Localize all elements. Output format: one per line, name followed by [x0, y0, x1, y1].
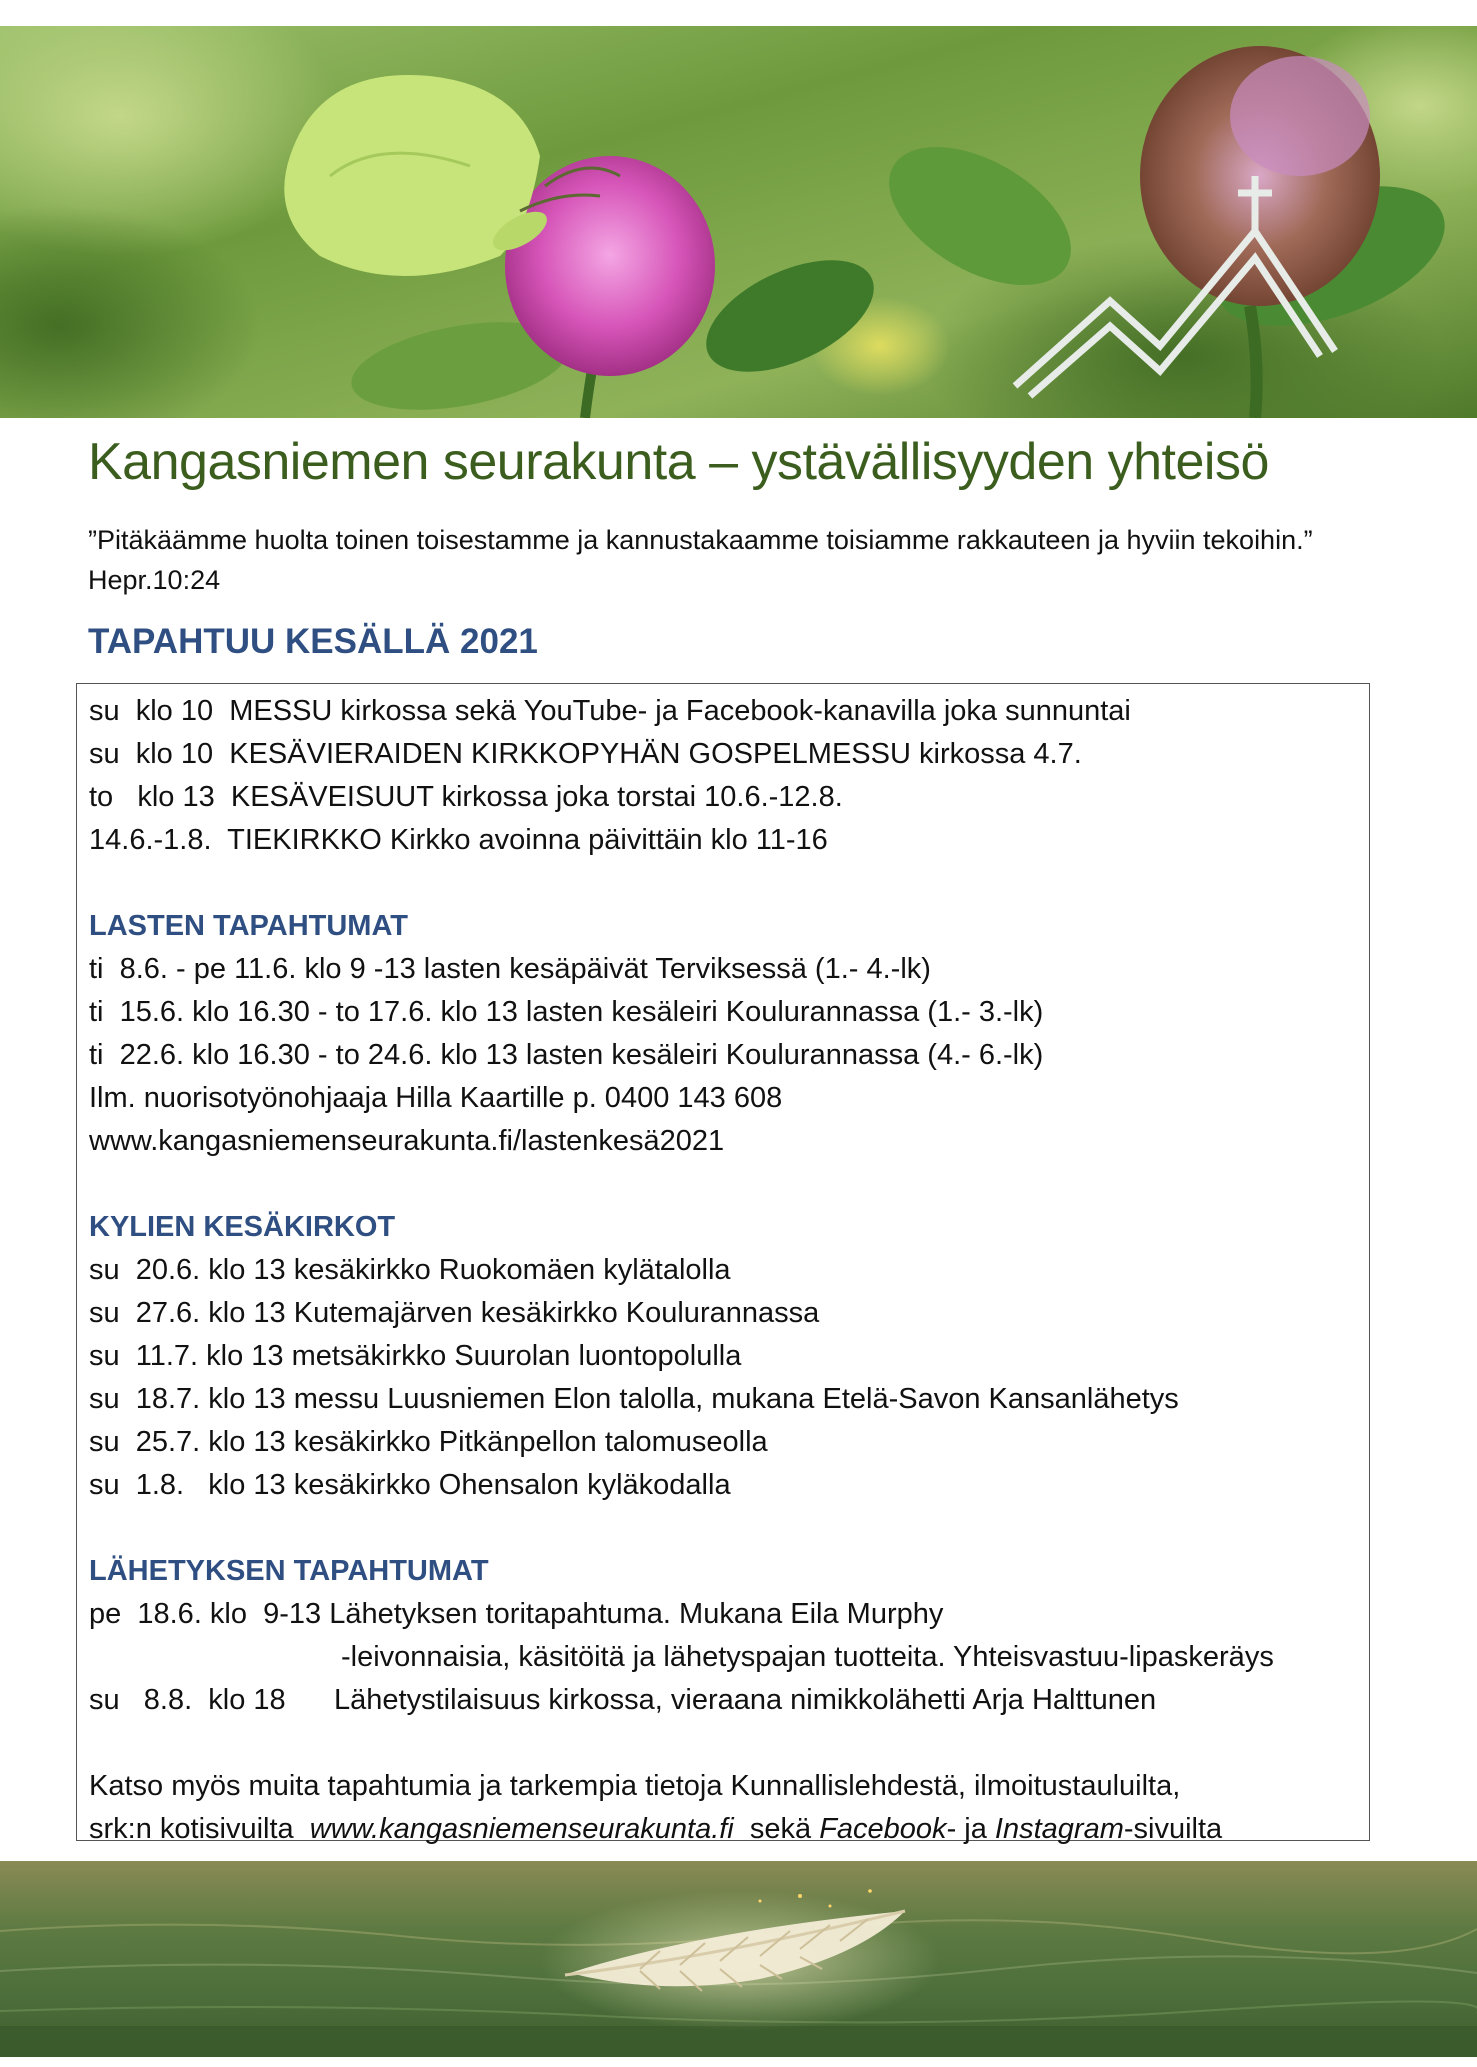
- footer-links-line: [89, 1808, 1357, 1851]
- village-event: su 20.6. klo 13 kesäkirkko Ruokomäen kylätalolla: [89, 1254, 731, 1286]
- children-event: ti 22.6. klo 16.30 - to 24.6. klo 13 lasten kesäleiri Koulurannassa (4.- 6.-lk): [89, 1039, 1044, 1071]
- mission-heading: LÄHETYKSEN TAPAHTUMAT: [89, 1555, 489, 1587]
- general-event: su klo 10 MESSU kirkossa sekä YouTube- ja Facebook-kanavilla joka sunnuntai: [89, 695, 1131, 727]
- mission-event: pe 18.6. klo 9-13 Lähetyksen toritapahtuma. Mukana Eila Murphy: [89, 1598, 944, 1630]
- quote-reference: Hepr.10:24: [88, 565, 221, 595]
- children-link[interactable]: www.kangasniemenseurakunta.fi/lastenkesä2021: [89, 1125, 725, 1157]
- facebook-link[interactable]: Facebook: [819, 1813, 947, 1845]
- page-title: Kangasniemen seurakunta – ystävällisyyden yhteisö: [88, 433, 1269, 491]
- general-event: to klo 13 KESÄVEISUUT kirkossa joka torstai 10.6.-12.8.: [89, 781, 843, 813]
- general-event: su klo 10 KESÄVIERAIDEN KIRKKOPYHÄN GOSPELMESSU kirkossa 4.7.: [89, 738, 1082, 770]
- village-event: su 25.7. klo 13 kesäkirkko Pitkänpellon talomuseolla: [89, 1426, 768, 1458]
- village-event: su 11.7. klo 13 metsäkirkko Suurolan luontopolulla: [89, 1340, 742, 1372]
- village-event: su 27.6. klo 13 Kutemajärven kesäkirkko Koulurannassa: [89, 1297, 820, 1329]
- village-event: su 1.8. klo 13 kesäkirkko Ohensalon kyläkodalla: [89, 1469, 731, 1501]
- footer-banner: [0, 1861, 1477, 2057]
- village-heading: KYLIEN KESÄKIRKOT: [89, 1211, 396, 1243]
- footer-mid2-text: - ja: [946, 1813, 995, 1845]
- hero-photo: [0, 26, 1477, 418]
- bible-quote: [88, 520, 1388, 600]
- website-link[interactable]: www.kangasniemenseurakunta.fi: [309, 1813, 734, 1845]
- children-event: ti 8.6. - pe 11.6. klo 9 -13 lasten kesäpäivät Terviksessä (1.- 4.-lk): [89, 953, 931, 985]
- children-registration: Ilm. nuorisotyönohjaaja Hilla Kaartille p. 0400 143 608: [89, 1082, 783, 1114]
- children-heading: LASTEN TAPAHTUMAT: [89, 910, 408, 942]
- event-box: [76, 683, 1370, 1845]
- children-event: ti 15.6. klo 16.30 - to 17.6. klo 13 lasten kesäleiri Koulurannassa (1.- 3.-lk): [89, 996, 1044, 1028]
- village-event: su 18.7. klo 13 messu Luusniemen Elon talolla, mukana Etelä-Savon Kansanlähetys: [89, 1383, 1179, 1415]
- instagram-link[interactable]: Instagram: [994, 1813, 1124, 1845]
- footer-post-text: -sivuilta: [1123, 1813, 1223, 1845]
- footer-info-line: Katso myös muita tapahtumia ja tarkempia tietoja Kunnallislehdestä, ilmoitustauluilta,: [89, 1770, 1181, 1802]
- mission-event: su 8.8. klo 18 Lähetystilaisuus kirkossa, vieraana nimikkolähetti Arja Halttunen: [89, 1684, 1157, 1716]
- summer-events-heading: TAPAHTUU KESÄLLÄ 2021: [88, 622, 538, 661]
- quote-text: ”Pitäkäämme huolta toinen toisestamme ja kannustakaamme toisiamme rakkauteen ja hyviin tekoihin.”: [88, 525, 1313, 555]
- footer-mid-text: sekä: [733, 1813, 820, 1845]
- mission-event-detail: -leivonnaisia, käsitöitä ja lähetyspajan tuotteita. Yhteisvastuu-lipaskeräys: [341, 1641, 1274, 1673]
- general-event: 14.6.-1.8. TIEKIRKKO Kirkko avoinna päivittäin klo 11-16: [89, 824, 828, 856]
- footer-pre-text: srk:n kotisivuilta: [89, 1813, 310, 1845]
